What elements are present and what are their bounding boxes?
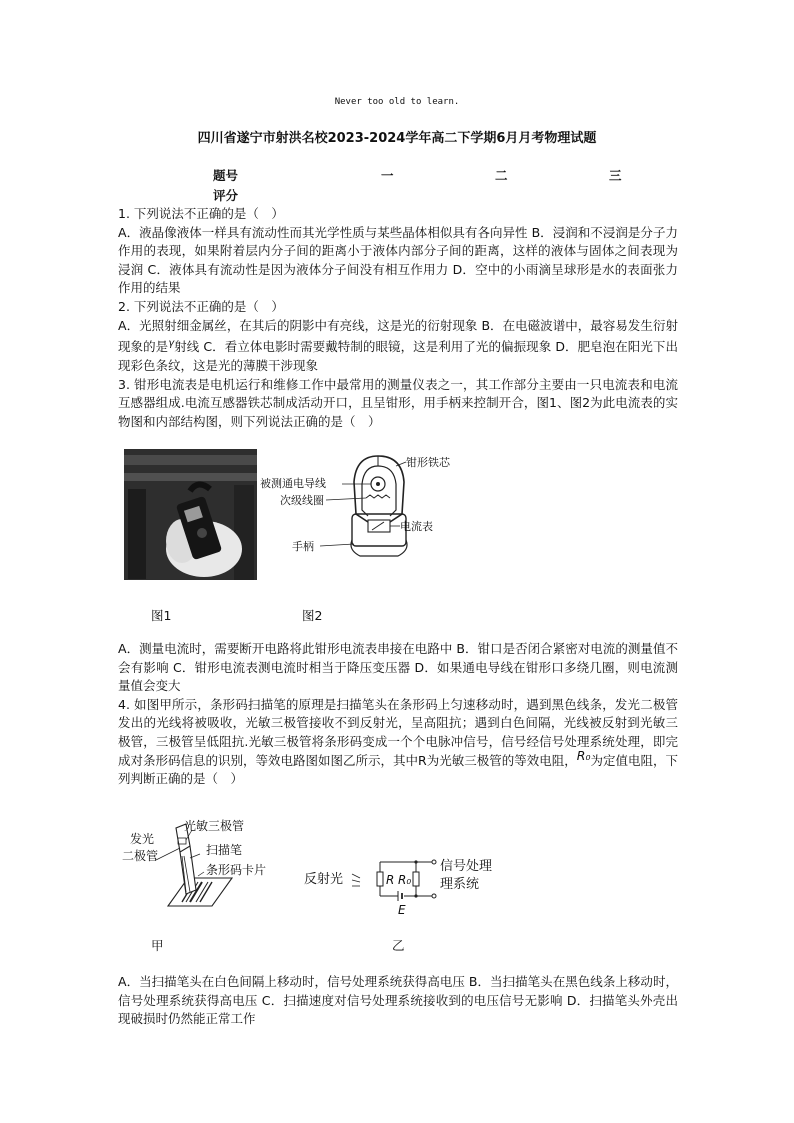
q4-options-block <box>118 973 678 1029</box>
figure-yi-caption: 乙 <box>392 938 405 953</box>
figure-jia-caption: 甲 <box>151 938 164 953</box>
q4-stem <box>118 696 678 789</box>
label-barcode-card: 条形码卡片 <box>206 863 267 877</box>
q1-options: A．液晶像液体一样具有流动性而其光学性质与某些晶体相似具有各向异性 B．浸润和不浸润是分子力作用的表现，如果附着层内分子间的距离小于液体内部分子间的距离，这样的液体与固体之间表现为浸润 C．液体具有流动性是因为液体分子间没有相互作用力 D．空中的小雨滴呈球形是水的表面张力作用的结果 <box>118 224 678 296</box>
q4-options: A．当扫描笔头在白色间隔上移动时，信号处理系统获得高电压 B．当扫描笔头在黑色线条上移动时，信号处理系统获得高电压 C．扫描速度对信号处理系统接收到的电压信号无影响 D．扫描笔头外壳出现破损时仍然能正常工作 <box>118 974 678 1027</box>
label-signal-system-line1: 信号处理 <box>440 859 493 874</box>
q2-option-b: 射线 C．看立体电影时需要戴特制的眼镜，这是利用了光的偏振现象 D．肥皂泡在阳光下出现彩色条纹，这是光的薄膜干涉现象 <box>118 339 678 373</box>
label-handle: 手柄 <box>292 540 314 553</box>
label-wire: 被测通电导线 <box>260 477 326 490</box>
score-table-col-1: 一 <box>381 168 394 183</box>
label-led-line2: 二极管 <box>122 849 159 863</box>
gamma-symbol: γ <box>168 338 175 350</box>
page-title: 四川省遂宁市射洪名校2023-2024学年高二下学期6月月考物理试题 <box>197 131 597 146</box>
q4-stem-part-b: 为定值电阻，下列判断正确的是（ ） <box>118 752 678 787</box>
q2-option-a: A．光照射细金属丝，在其后的阴影中有亮线，这是光的衍射现象 B．在电磁波谱中，最容易发生衍射现象的是 <box>118 317 678 355</box>
questions-1-3 <box>118 205 678 431</box>
q3-options: A．测量电流时，需要断开电路将此钳形电流表串接在电路中 B．钳口是否闭合紧密对电流的测量值不会有影响 C．钳形电流表测电流时相当于降压变压器 D．如果通电导线在钳形口多绕几圈，则电流测量值会变大 <box>118 641 678 694</box>
label-reflected-light: 反射光 <box>304 872 344 887</box>
label-R0: R₀ <box>398 873 412 887</box>
figure-1-caption: 图1 <box>151 608 172 623</box>
label-E: E <box>398 903 406 917</box>
r0-symbol: R₀ <box>576 747 591 763</box>
clamp-meter-diagram <box>256 452 456 562</box>
label-signal-system-line2: 理系统 <box>440 877 480 892</box>
figure-2-caption: 图2 <box>302 608 323 623</box>
clamp-meter-photo <box>124 449 257 580</box>
label-scan-pen: 扫描笔 <box>206 843 243 857</box>
score-table-row-label-score: 评分 <box>213 188 239 203</box>
label-secondary-coil: 次级线圈 <box>280 494 324 507</box>
label-phototransistor: 光敏三极管 <box>184 819 245 833</box>
q3-stem: 3. 钳形电流表是电机运行和维修工作中最常用的测量仪表之一，其工作部分主要由一只电流表和电流互感器组成.电流互感器铁芯制成活动开口，且呈钳形，用手柄来控制开合，图1、图2为此电流表的实物图和内部结构图，则下列说法正确的是（ ） <box>118 376 678 429</box>
q1-stem: 1. 下列说法不正确的是（ ） <box>118 206 284 221</box>
q4-stem-part-a: 4. 如图甲所示，条形码扫描笔的原理是扫描笔头在条形码上匀速移动时，遇到黑色线条，发光二极管发出的光线将被吸收，光敏三极管接收不到反射光，呈高阻抗；遇到白色间隔，光线被反射到光敏三极管，三极管呈低阻抗.光敏三极管将条形码变成一个个电脉冲信号，信号经信号处理系统处理，即完成对条形码信息的识别，等效电路图如图乙所示，其中R为光敏三极管的等效电阻， <box>118 696 678 768</box>
score-table-col-2: 二 <box>495 168 508 183</box>
q3-options-q4-stem <box>118 640 678 789</box>
scanner-pen-diagram <box>120 816 290 916</box>
score-table-col-3: 三 <box>609 168 622 183</box>
equivalent-circuit-diagram <box>300 848 500 918</box>
label-led-line1: 发光 <box>130 832 155 846</box>
q2-options <box>118 317 678 376</box>
label-iron-core: 钳形铁芯 <box>406 456 450 469</box>
label-ammeter: 电流表 <box>400 520 433 533</box>
motto: Never too old to learn. <box>334 97 460 107</box>
label-R: R <box>386 873 395 887</box>
q2-stem: 2. 下列说法不正确的是（ ） <box>118 298 284 314</box>
score-table-row-label-number: 题号 <box>213 168 239 183</box>
